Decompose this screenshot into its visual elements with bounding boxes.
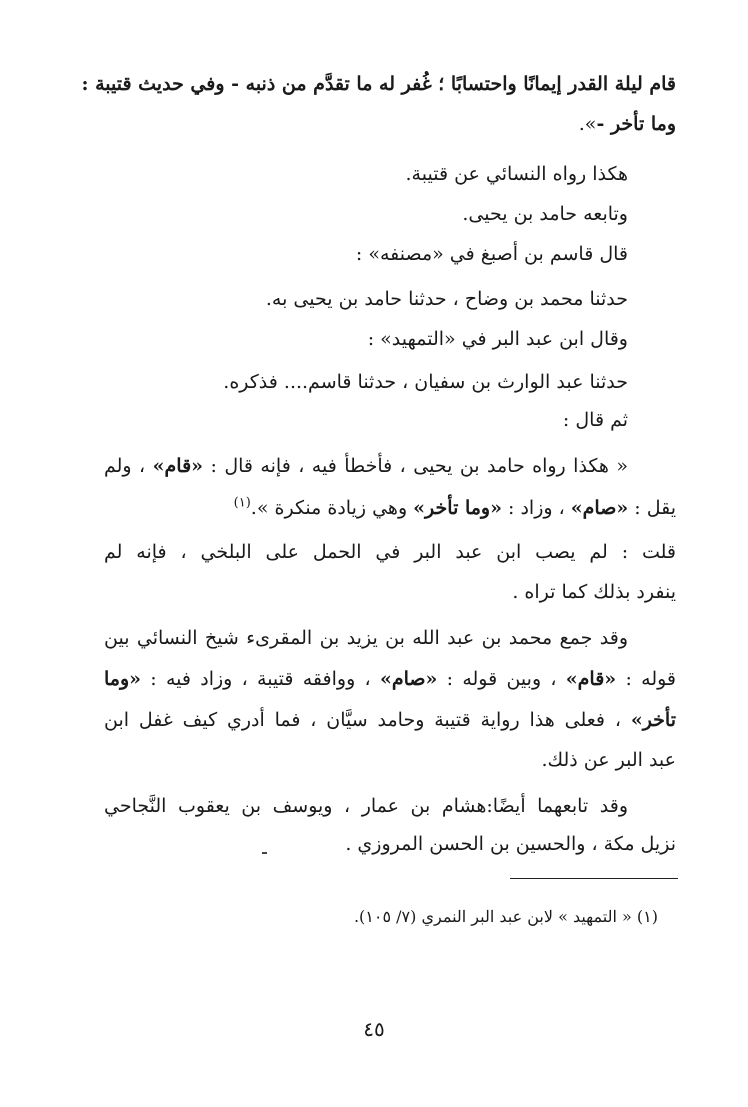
- text-segment: قلت : لم يصب ابن عبد البر في الحمل على البلخي ، فإنه لم: [104, 541, 676, 563]
- text-segment: قال قاسم بن أصبغ في «مصنفه» :: [355, 243, 628, 265]
- text-segment: حدثنا محمد بن وضاح ، حدثنا حامد بن يحيى به.: [265, 288, 628, 310]
- text-line-6: [96, 285, 628, 313]
- text-segment-bold: «وما تأخر»: [413, 497, 502, 519]
- text-line-9: [96, 406, 628, 434]
- text-segment-bold: «وما: [104, 668, 142, 690]
- text-segment: ، وزاد :: [501, 497, 571, 519]
- footnote: [300, 905, 658, 929]
- text-segment: وهي زيادة منكرة ».: [250, 497, 414, 519]
- text-line-5: [96, 240, 628, 268]
- text-segment: وقد جمع محمد بن عبد الله بن يزيد بن المقرىء شيخ النسائي بين: [104, 627, 628, 649]
- text-line-8: [96, 368, 628, 396]
- text-line-17: [96, 746, 676, 774]
- text-segment: يقل :: [628, 497, 676, 519]
- text-segment: ، وبين قوله :: [437, 668, 566, 690]
- footnote-text: (١) « التمهيد » لابن عبد البر النمري (٧/ ١٠٥).: [353, 907, 658, 926]
- text-segment: ، ولم: [104, 455, 153, 477]
- text-segment-bold: «صام»: [379, 668, 438, 690]
- ink-speck: [262, 852, 267, 854]
- text-segment: ينفرد بذلك كما تراه .: [512, 581, 676, 603]
- text-segment: « هكذا رواه حامد بن يحيى ، فأخطأ فيه ، فإنه قال :: [203, 455, 628, 477]
- text-line-15: [104, 665, 676, 693]
- text-segment: وتابعه حامد بن يحيى.: [462, 203, 628, 225]
- text-segment: ، فعلى هذا رواية قتيبة وحامد سيَّان ، فما أدري كيف غفل ابن: [104, 709, 631, 731]
- text-segment-bold: «قام»: [152, 455, 204, 477]
- text-segment-bold: وما تأخر -: [596, 113, 676, 135]
- text-segment-bold: تأخر»: [630, 709, 676, 731]
- text-line-13: [96, 578, 676, 606]
- text-segment: هكذا رواه النسائي عن قتيبة.: [405, 163, 628, 185]
- text-line-1: [81, 70, 676, 98]
- text-line-12: [104, 538, 676, 566]
- text-line-18: [104, 792, 628, 820]
- text-segment: قوله :: [616, 668, 677, 690]
- text-segment: ».: [578, 113, 597, 135]
- text-segment-bold: «قام»: [565, 668, 617, 690]
- text-segment: قام ليلة القدر إيمانًا واحتسابًا ؛ غُفر له ما تقدَّم من ذنبه - وفي حديث قتيبة :: [81, 73, 676, 95]
- text-segment-bold: «صام»: [570, 497, 629, 519]
- text-line-16: [104, 706, 676, 734]
- text-line-4: [96, 200, 628, 228]
- text-line-14: [104, 624, 628, 652]
- text-line-19: [96, 830, 676, 858]
- footnote-marker: (١): [233, 495, 251, 511]
- text-line-10: [104, 452, 628, 480]
- footnote-separator: [510, 878, 678, 879]
- text-line-11: [96, 494, 676, 522]
- text-segment: وقال ابن عبد البر في «التمهيد» :: [367, 328, 628, 350]
- text-segment: نزيل مكة ، والحسين بن الحسن المروزي .: [345, 833, 676, 855]
- text-segment: ، ووافقه قتيبة ، وزاد فيه :: [141, 668, 380, 690]
- text-line-3: [96, 160, 628, 188]
- page-number: ٤٥: [363, 1017, 385, 1041]
- text-segment: وقد تابعهما أيضًا:هشام بن عمار ، ويوسف بن يعقوب النَّجاحي: [104, 795, 628, 817]
- text-line-7: [96, 325, 628, 353]
- text-segment: عبد البر عن ذلك.: [541, 749, 676, 771]
- text-line-2: [96, 110, 676, 138]
- text-segment: ثم قال :: [562, 409, 628, 431]
- text-segment: حدثنا عبد الوارث بن سفيان ، حدثنا قاسم.... فذكره.: [223, 371, 628, 393]
